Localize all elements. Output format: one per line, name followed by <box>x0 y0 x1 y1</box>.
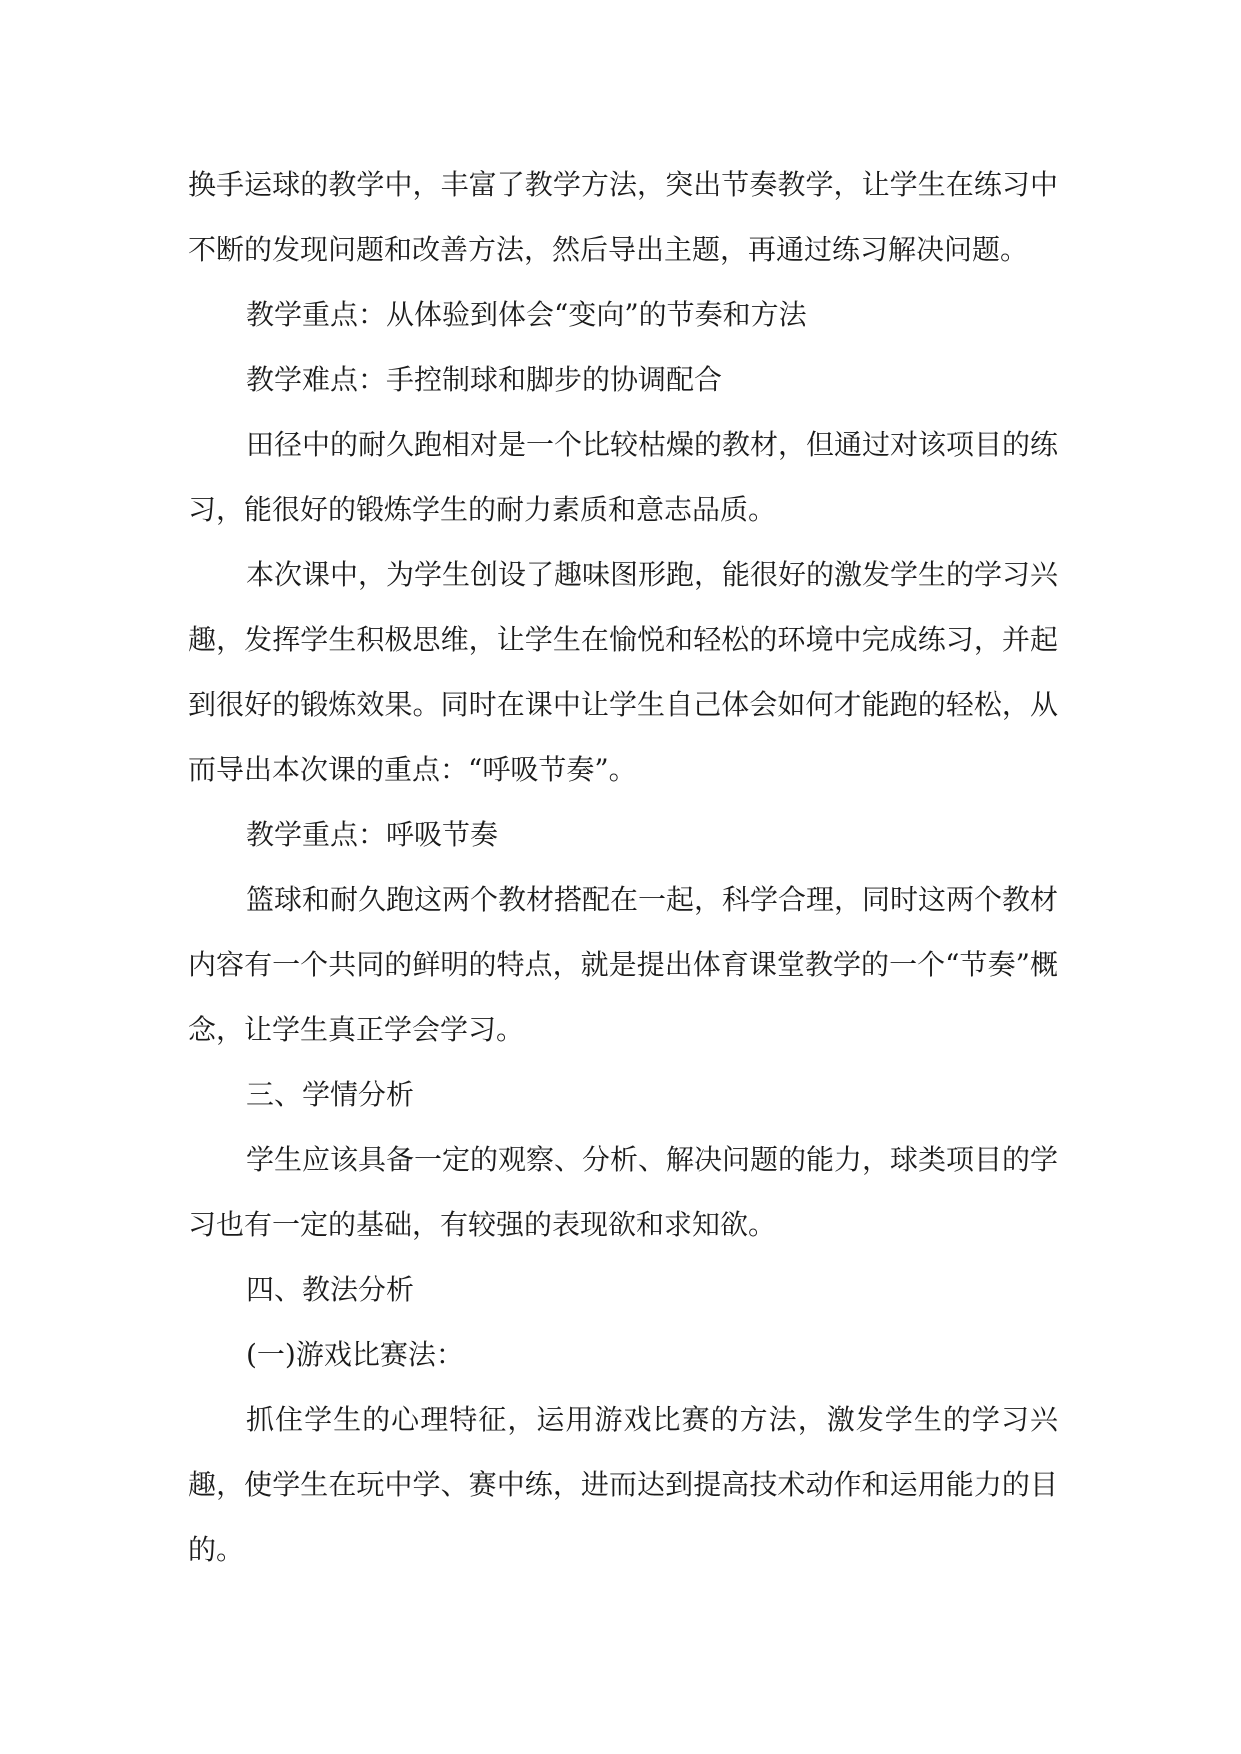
paragraph-game-method: 抓住学生的心理特征，运用游戏比赛的方法，激发学生的学习兴趣，使学生在玩中学、赛中练，进而达到提高技术动作和运用能力的目的。 <box>188 1403 1058 1566</box>
paragraph-key-point-breathing: 教学重点：呼吸节奏 <box>246 818 499 851</box>
paragraph-materials: 篮球和耐久跑这两个教材搭配在一起，科学合理，同时这两个教材内容有一个共同的鲜明的特点，就是提出体育课堂教学的一个“节奏”概念，让学生真正学会学习。 <box>188 883 1059 1046</box>
paragraph-lesson-design: 本次课中，为学生创设了趣味图形跑，能很好的激发学生的学习兴趣，发挥学生积极思维，让学生在愉悦和轻松的环境中完成练习，并起到很好的锻炼效果。同时在课中让学生自己体会如何才能跑的轻松，从而导出本次课的重点：“呼吸节奏”。 <box>188 558 1059 786</box>
heading-teaching-methods: 四、教法分析 <box>246 1273 415 1306</box>
document-body <box>188 152 1058 1582</box>
paragraph-endurance-run: 田径中的耐久跑相对是一个比较枯燥的教材，但通过对该项目的练习，能很好的锻炼学生的耐力素质和意志品质。 <box>188 428 1059 526</box>
paragraph-difficulty: 教学难点：手控制球和脚步的协调配合 <box>246 363 723 396</box>
paragraph-student-analysis: 学生应该具备一定的观察、分析、解决问题的能力，球类项目的学习也有一定的基础，有较强的表现欲和求知欲。 <box>188 1143 1059 1241</box>
paragraph-continuation: 换手运球的教学中，丰富了教学方法，突出节奏教学，让学生在练习中不断的发现问题和改善方法，然后导出主题，再通过练习解决问题。 <box>188 168 1058 266</box>
paragraph-key-point-direction: 教学重点：从体验到体会“变向”的节奏和方法 <box>246 298 807 331</box>
subheading-game-method: (一)游戏比赛法： <box>246 1338 464 1371</box>
heading-student-analysis: 三、学情分析 <box>246 1078 415 1111</box>
